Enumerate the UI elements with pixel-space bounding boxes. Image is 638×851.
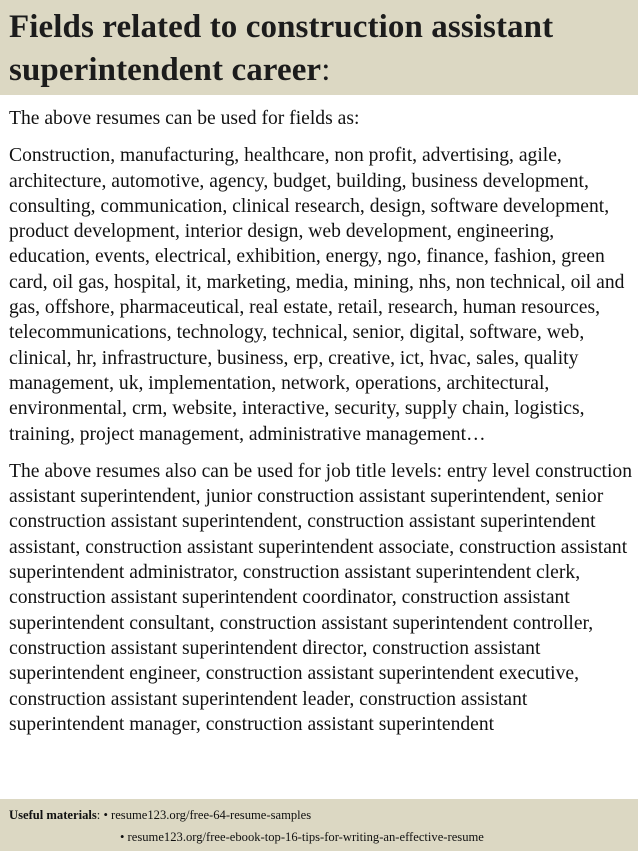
footer-link-samples[interactable]: • resume123.org/free-64-resume-samples (103, 808, 312, 822)
page-title-colon: : (321, 52, 331, 88)
footer-banner (0, 799, 638, 851)
job-levels-paragraph: The above resumes also can be used for job title levels: entry level construction assistant superintendent, junior construction assistant superintendent, senior construction assistant superintendent, construction assistant superintendent assistant, construction assistant superintendent associate, construction assistant superintendent administrator, construction assistant superintendent clerk, construction assistant superintendent coordinator, construction assistant superintendent consultant, construction assistant superintendent controller, construction assistant superintendent director, construction assistant superintendent engineer, construction assistant superintendent executive, construction assistant superintendent leader, construction assistant superintendent manager, construction assistant superintendent (9, 460, 632, 735)
fields-paragraph: Construction, manufacturing, healthcare, non profit, advertising, agile, architecture, automotive, agency, budget, building, business development, consulting, communication, clinical research, design, software development, product development, interior design, web development, engineering, education, events, electrical, exhibition, energy, ngo, finance, fashion, green card, oil gas, hospital, it, marketing, media, mining, nhs, non technical, oil and gas, offshore, pharmaceutical, real estate, retail, research, human resources, telecommunications, technology, technical, senior, digital, software, web, clinical, hr, infrastructure, business, erp, creative, ict, hvac, sales, quality management, uk, implementation, network, operations, architectural, environmental, crm, website, interactive, security, supply chain, logistics, training, project management, administrative management… (9, 145, 625, 445)
body-text (9, 106, 634, 803)
footer-separator: : (96, 808, 104, 822)
title-banner (0, 0, 638, 95)
footer-row-1 (9, 804, 311, 826)
footer-link-ebook[interactable]: • resume123.org/free-ebook-top-16-tips-for-writing-an-effective-resume (120, 830, 484, 844)
page-title-text: Fields related to construction assistant superintendent career (9, 9, 554, 88)
footer-label: Useful materials (9, 808, 97, 822)
intro-paragraph: The above resumes can be used for fields as: (9, 108, 360, 129)
page-title (9, 6, 629, 92)
footer-row-2 (120, 826, 484, 848)
